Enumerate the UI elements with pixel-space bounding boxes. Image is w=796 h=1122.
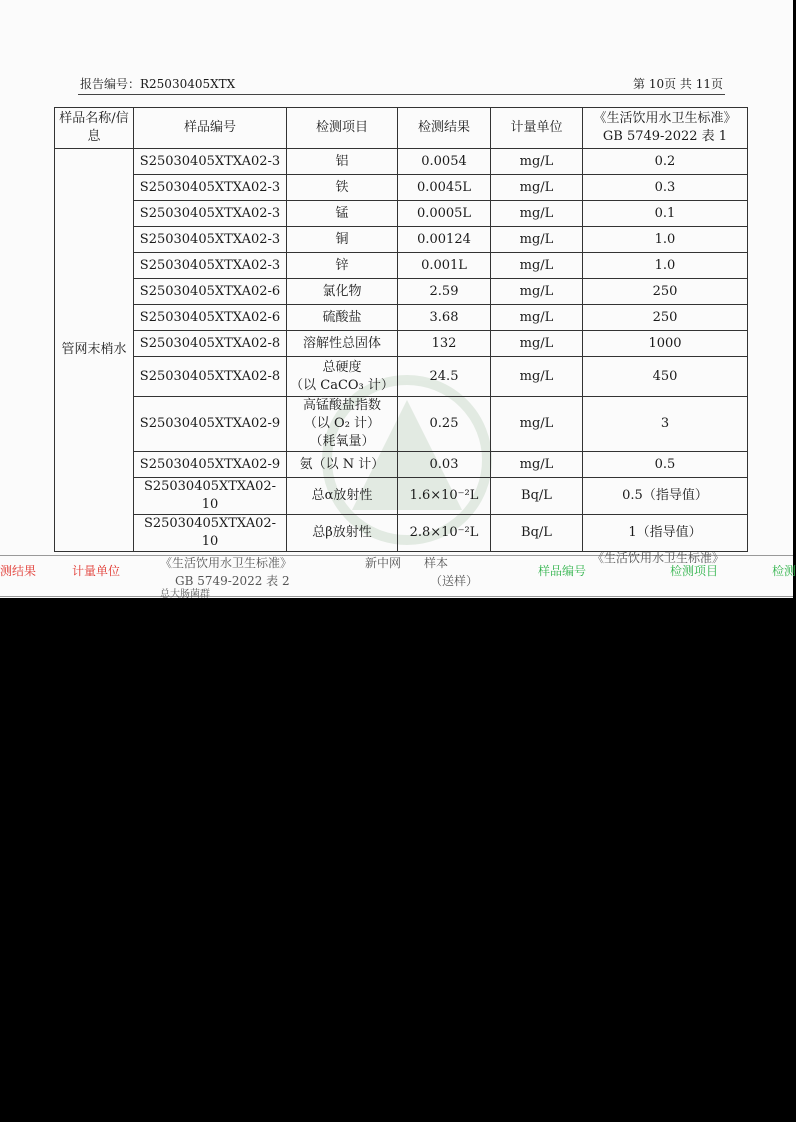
col-header-standard: 《生活饮用水卫生标准》GB 5749-2022 表 1 — [583, 108, 748, 149]
result-cell: 0.0045L — [398, 175, 491, 201]
table-row — [55, 201, 748, 227]
table-row — [55, 253, 748, 279]
sample-id-cell: S25030405XTXA02-9 — [134, 452, 287, 478]
limit-cell: 0.2 — [583, 149, 748, 175]
table-row — [55, 515, 748, 552]
limit-cell: 1.0 — [583, 227, 748, 253]
limit-cell: 250 — [583, 305, 748, 331]
test-item-cell: 溶解性总固体 — [287, 331, 398, 357]
sample-id-cell: S25030405XTXA02-6 — [134, 305, 287, 331]
sample-id-cell: S25030405XTXA02-8 — [134, 331, 287, 357]
test-item-line: 总硬度 — [322, 359, 362, 375]
unit-cell: mg/L — [491, 331, 583, 357]
limit-cell: 3 — [583, 397, 748, 452]
unit-cell: mg/L — [491, 397, 583, 452]
sample-id-cell: S25030405XTXA02-3 — [134, 175, 287, 201]
test-item-subline: （以 O₂ 计） — [303, 416, 381, 431]
sample-id-cell: S25030405XTXA02-10 — [134, 478, 287, 515]
unit-cell: mg/L — [491, 279, 583, 305]
test-item-cell: 铜 — [287, 227, 398, 253]
table-row — [55, 175, 748, 201]
page-number: 第 10页 共 11页 — [633, 77, 723, 91]
limit-cell: 250 — [583, 279, 748, 305]
col-header-sample-name: 样品名称/信息 — [55, 108, 134, 149]
limit-cell: 1.0 — [583, 253, 748, 279]
sample-id-cell: S25030405XTXA02-6 — [134, 279, 287, 305]
result-cell: 132 — [398, 331, 491, 357]
test-item-cell — [287, 397, 398, 452]
table-row — [55, 478, 748, 515]
limit-cell: 1（指导值） — [583, 515, 748, 552]
bleed-text: 检测项目 — [670, 564, 719, 578]
table-row — [55, 149, 748, 175]
test-item-subline: （耗氧量） — [309, 434, 375, 449]
table-row — [55, 331, 748, 357]
table-row — [55, 305, 748, 331]
bleed-text: 检测 — [772, 564, 796, 578]
unit-cell: mg/L — [491, 305, 583, 331]
unit-cell: Bq/L — [491, 478, 583, 515]
sample-id-cell: S25030405XTXA02-10 — [134, 515, 287, 552]
bleed-text: （送样） — [430, 574, 479, 588]
col-header-test-item: 检测项目 — [287, 108, 398, 149]
result-cell: 0.0005L — [398, 201, 491, 227]
test-item-subline: （以 CaCO₃ 计） — [290, 377, 394, 393]
test-item-cell: 总β放射性 — [287, 515, 398, 552]
test-item-cell: 氨（以 N 计） — [287, 452, 398, 478]
col-header-sample-id: 样品编号 — [134, 108, 287, 149]
sample-id-cell: S25030405XTXA02-3 — [134, 201, 287, 227]
unit-cell: mg/L — [491, 227, 583, 253]
result-cell: 0.25 — [398, 397, 491, 452]
test-item-cell — [287, 357, 398, 397]
bleed-text: 《生活饮用水卫生标准》 — [592, 551, 725, 565]
sample-id-cell: S25030405XTXA02-3 — [134, 149, 287, 175]
sample-id-cell: S25030405XTXA02-3 — [134, 253, 287, 279]
sample-id-cell: S25030405XTXA02-8 — [134, 357, 287, 397]
test-item-cell: 总α放射性 — [287, 478, 398, 515]
table-row — [55, 397, 748, 452]
test-item-cell: 硫酸盐 — [287, 305, 398, 331]
scan-bleed-strip — [0, 551, 796, 600]
limit-cell: 0.5（指导值） — [583, 478, 748, 515]
test-item-cell: 锌 — [287, 253, 398, 279]
table-row — [55, 452, 748, 478]
limit-cell: 450 — [583, 357, 748, 397]
result-cell: 0.001L — [398, 253, 491, 279]
col-header-result: 检测结果 — [398, 108, 491, 149]
limit-cell: 0.5 — [583, 452, 748, 478]
unit-cell: mg/L — [491, 175, 583, 201]
bleed-text: 样本 — [424, 556, 449, 570]
result-cell: 2.59 — [398, 279, 491, 305]
sample-id-cell: S25030405XTXA02-9 — [134, 397, 287, 452]
table-row — [55, 227, 748, 253]
unit-cell: mg/L — [491, 452, 583, 478]
result-cell: 1.6×10⁻²L — [398, 478, 491, 515]
unit-cell: mg/L — [491, 149, 583, 175]
result-cell: 2.8×10⁻²L — [398, 515, 491, 552]
report-number: 报告编号：R25030405XTX — [80, 77, 236, 91]
limit-cell: 0.1 — [583, 201, 748, 227]
bleed-line — [0, 596, 793, 597]
limit-cell: 1000 — [583, 331, 748, 357]
table-header-row — [55, 108, 748, 149]
unit-cell: mg/L — [491, 357, 583, 397]
test-item-cell: 铝 — [287, 149, 398, 175]
header-divider — [78, 94, 725, 95]
limit-cell: 0.3 — [583, 175, 748, 201]
bleed-text: 总大肠菌群 — [160, 589, 210, 600]
test-item-cell: 铁 — [287, 175, 398, 201]
bleed-text: 测结果 — [0, 564, 37, 578]
result-cell: 0.0054 — [398, 149, 491, 175]
bleed-text: 计量单位 — [72, 564, 121, 578]
sample-id-cell: S25030405XTXA02-3 — [134, 227, 287, 253]
unit-cell: Bq/L — [491, 515, 583, 552]
table-row — [55, 279, 748, 305]
table-row — [55, 357, 748, 397]
result-cell: 24.5 — [398, 357, 491, 397]
test-results-table — [54, 107, 748, 552]
sample-name-cell: 管网末梢水 — [55, 149, 134, 552]
result-cell: 3.68 — [398, 305, 491, 331]
result-cell: 0.03 — [398, 452, 491, 478]
unit-cell: mg/L — [491, 253, 583, 279]
test-item-cell: 锰 — [287, 201, 398, 227]
result-cell: 0.00124 — [398, 227, 491, 253]
test-item-cell: 氯化物 — [287, 279, 398, 305]
col-header-unit: 计量单位 — [491, 108, 583, 149]
bleed-text: 样品编号 — [538, 564, 587, 578]
unit-cell: mg/L — [491, 201, 583, 227]
bleed-text: 《生活饮用水卫生标准》 — [160, 556, 293, 570]
test-item-line: 高锰酸盐指数 — [302, 398, 381, 413]
bleed-text: 新中网 — [365, 556, 402, 570]
bleed-text: GB 5749-2022 表 2 — [175, 574, 290, 588]
